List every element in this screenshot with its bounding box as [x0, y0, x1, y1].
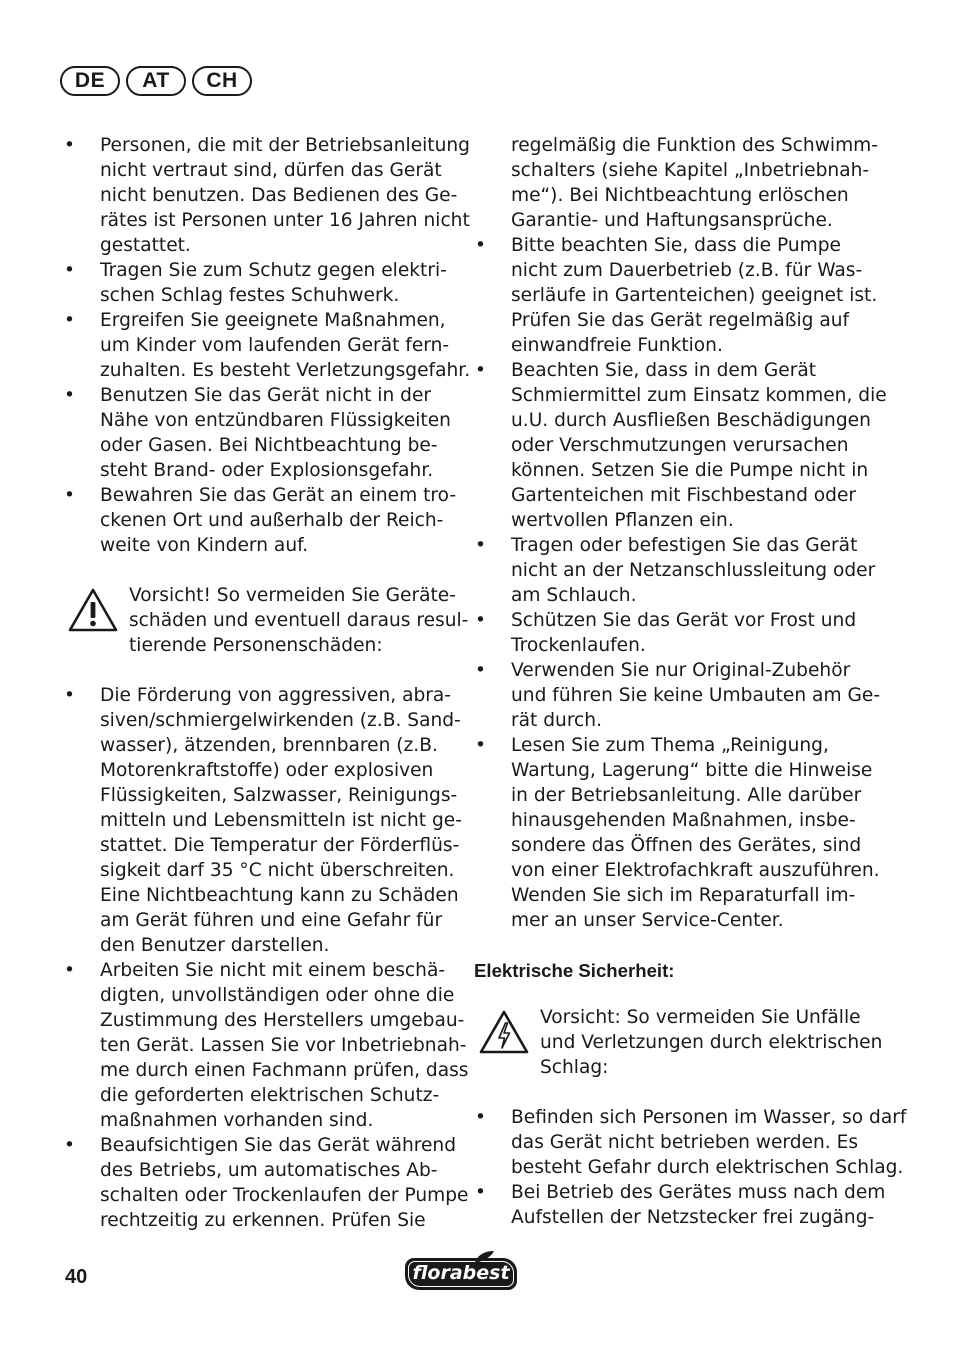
list-item [474, 358, 887, 533]
text-line: Eine Nichtbeachtung kann zu Schäden [100, 885, 459, 906]
text-line: schen Schlag festes Schuhwerk. [100, 285, 400, 306]
text-line: und führen Sie keine Umbauten am Ge- [511, 685, 881, 706]
logo-text: florabest [412, 1262, 510, 1284]
text-line: Nähe von entzündbaren Flüssigkeiten [100, 410, 451, 431]
list-item [474, 233, 878, 358]
country-badge-ch: CH [192, 66, 252, 96]
text-line: schalters (siehe Kapitel „Inbetriebnah- [511, 160, 870, 181]
continuation-text [474, 133, 878, 233]
text-line: oder Gasen. Bei Nichtbeachtung be- [100, 435, 438, 456]
text-line: und Verletzungen durch elektrischen [540, 1032, 883, 1053]
bullet-icon: • [475, 360, 486, 381]
text-line: Flüssigkeiten, Salzwasser, Reinigungs- [100, 785, 458, 806]
warning-text [540, 1005, 883, 1080]
text-line: Prüfen Sie das Gerät regelmäßig auf [511, 310, 850, 331]
text-line: regelmäßig die Funktion des Schwimm- [511, 135, 878, 156]
text-line: mer an unser Service-Center. [511, 910, 784, 931]
text-line: den Benutzer darstellen. [100, 935, 330, 956]
text-line: digten, unvollständigen oder ohne die [100, 985, 455, 1006]
text-line: nicht zum Dauerbetrieb (z.B. für Was- [511, 260, 863, 281]
list-item [63, 683, 462, 958]
list-item [63, 1133, 469, 1233]
text-line: serläufe in Gartenteichen) geeignet ist. [511, 285, 878, 306]
bullet-icon: • [64, 1135, 75, 1156]
list-item [63, 258, 458, 308]
text-line: Garantie- und Haftungsansprüche. [511, 210, 833, 231]
text-line: besteht Gefahr durch elektrischen Schlag. [511, 1157, 904, 1178]
bullet-icon: • [64, 260, 75, 281]
bullet-icon: • [475, 610, 486, 631]
text-line: Wartung, Lagerung“ bitte die Hinweise [511, 760, 873, 781]
list-item [63, 308, 471, 383]
text-line: am Gerät führen und eine Gefahr für [100, 910, 443, 931]
florabest-logo [405, 1250, 519, 1292]
country-badge-de: DE [60, 66, 120, 96]
page-number: 40 [65, 1266, 88, 1288]
bullet-icon: • [475, 235, 486, 256]
text-line: das Gerät nicht betrieben werden. Es [511, 1132, 859, 1153]
text-line: hinausgehenden Maßnahmen, insbe- [511, 810, 856, 831]
text-line: können. Setzen Sie die Pumpe nicht in [511, 460, 869, 481]
text-line: Zustimmung des Herstellers umgebau- [100, 1010, 465, 1031]
text-line: in der Betriebsanleitung. Alle darüber [511, 785, 862, 806]
text-line: Wenden Sie sich im Reparaturfall im- [511, 885, 856, 906]
bullet-icon: • [475, 1182, 486, 1203]
text-line: zuhalten. Es besteht Verletzungsgefahr. [100, 360, 471, 381]
text-line: schalten oder Trockenlaufen der Pumpe [100, 1185, 469, 1206]
text-line: Bewahren Sie das Gerät an einem tro- [100, 485, 457, 506]
section-heading: Elektrische Sicherheit: [474, 960, 675, 981]
text-line: stattet. Die Temperatur der Förderflüs- [100, 835, 460, 856]
text-line: Tragen Sie zum Schutz gegen elektri- [100, 260, 447, 281]
bullet-icon: • [64, 135, 75, 156]
text-line: wertvollen Pflanzen ein. [511, 510, 734, 531]
country-badge-at: AT [126, 66, 186, 96]
text-line: maßnahmen vorhanden sind. [100, 1110, 374, 1131]
bullet-icon: • [64, 685, 75, 706]
text-line: Befinden sich Personen im Wasser, so darf [511, 1107, 907, 1128]
text-line: von einer Elektrofachkraft auszuführen. [511, 860, 880, 881]
list-item [63, 383, 458, 483]
text-line: rät durch. [511, 710, 602, 731]
right-column [474, 133, 907, 1230]
list-item [63, 958, 469, 1133]
text-line: Beachten Sie, dass in dem Gerät [511, 360, 817, 381]
list-item [474, 1180, 886, 1230]
text-line: Benutzen Sie das Gerät nicht in der [100, 385, 432, 406]
text-line: Trockenlaufen. [511, 635, 646, 656]
text-line: Tragen oder befestigen Sie das Gerät [511, 535, 858, 556]
left-column [63, 133, 471, 1233]
text-line: Lesen Sie zum Thema „Reinigung, [511, 735, 829, 756]
text-line: oder Verschmutzungen verursachen [511, 435, 849, 456]
text-line: u.U. durch Ausfließen Beschädigungen [511, 410, 871, 431]
text-line: Beaufsichtigen Sie das Gerät während [100, 1135, 457, 1156]
bullet-list [63, 133, 471, 558]
text-line: Bei Betrieb des Gerätes muss nach dem [511, 1182, 886, 1203]
list-item [63, 483, 458, 558]
text-line: sigkeit darf 35 °C nicht überschreiten. [100, 860, 455, 881]
text-line: rechtzeitig zu erkennen. Prüfen Sie [100, 1210, 426, 1231]
text-line: siven/schmiergelwirkenden (z.B. Sand- [100, 710, 461, 731]
list-item [474, 658, 881, 733]
text-line: nicht an der Netzanschlussleitung oder [511, 560, 876, 581]
text-line: Aufstellen der Netzstecker frei zugäng- [511, 1207, 875, 1228]
text-line: die geforderten elektrischen Schutz- [100, 1085, 440, 1106]
text-line: am Schlauch. [511, 585, 637, 606]
text-line: wasser), ätzenden, brennbaren (z.B. [100, 735, 438, 756]
list-item [474, 1105, 907, 1180]
text-line: gestattet. [100, 235, 191, 256]
electric-hazard-icon [478, 1009, 530, 1055]
text-line: steht Brand- oder Explosionsgefahr. [100, 460, 434, 481]
warning-text [129, 583, 469, 658]
text-line: sondere das Öffnen des Gerätes, sind [511, 835, 862, 856]
bullet-icon: • [475, 735, 486, 756]
electrical-warning-note [474, 1005, 883, 1080]
text-line: um Kinder vom laufenden Gerät fern- [100, 335, 450, 356]
text-line: tierende Personenschäden: [129, 635, 383, 656]
text-line: des Betriebs, um automatisches Ab- [100, 1160, 438, 1181]
text-line: Personen, die mit der Betriebsanleitung [100, 135, 470, 156]
text-line: Die Förderung von aggressiven, abra- [100, 685, 452, 706]
text-line: Verwenden Sie nur Original-Zubehör [511, 660, 851, 681]
bullet-icon: • [475, 1107, 486, 1128]
bullet-icon: • [475, 660, 486, 681]
bullet-icon: • [475, 535, 486, 556]
text-line: Bitte beachten Sie, dass die Pumpe [511, 235, 841, 256]
text-line: schäden und eventuell daraus resul- [129, 610, 469, 631]
warning-note [63, 583, 469, 658]
text-line: einwandfreie Funktion. [511, 335, 723, 356]
bullet-list [474, 233, 887, 933]
text-line: nicht vertraut sind, dürfen das Gerät [100, 160, 442, 181]
text-line: Vorsicht: So vermeiden Sie Unfälle [540, 1007, 861, 1028]
text-line: mitteln und Lebensmitteln ist nicht ge- [100, 810, 462, 831]
text-line: me durch einen Fachmann prüfen, dass [100, 1060, 469, 1081]
text-line: Motorenkraftstoffe) oder explosiven [100, 760, 434, 781]
text-line: Ergreifen Sie geeignete Maßnahmen, [100, 310, 446, 331]
text-line: Arbeiten Sie nicht mit einem beschä- [100, 960, 446, 981]
text-line: weite von Kindern auf. [100, 535, 309, 556]
bullet-icon: • [64, 310, 75, 331]
list-item [474, 733, 880, 933]
country-badges [60, 66, 252, 96]
text-line: rätes ist Personen unter 16 Jahren nicht [100, 210, 470, 231]
list-item [63, 133, 470, 258]
text-line: Schlag: [540, 1057, 609, 1078]
warning-triangle-icon [67, 587, 119, 633]
text-line: nicht benutzen. Das Bedienen des Ge- [100, 185, 458, 206]
text-line: Schützen Sie das Gerät vor Frost und [511, 610, 857, 631]
text-line: me“). Bei Nichtbeachtung erlöschen [511, 185, 849, 206]
text-line: Gartenteichen mit Fischbestand oder [511, 485, 857, 506]
text-line: Vorsicht! So vermeiden Sie Geräte- [129, 585, 456, 606]
list-item [474, 608, 874, 658]
list-item [474, 533, 874, 608]
text-line: ten Gerät. Lassen Sie vor Inbetriebnah- [100, 1035, 467, 1056]
text-line: ckenen Ort und außerhalb der Reich- [100, 510, 444, 531]
bullet-icon: • [64, 485, 75, 506]
bullet-list [474, 1105, 907, 1230]
bullet-list [63, 683, 469, 1233]
text-line: Schmiermittel zum Einsatz kommen, die [511, 385, 887, 406]
bullet-icon: • [64, 960, 75, 981]
bullet-icon: • [64, 385, 75, 406]
list-item [474, 133, 878, 233]
